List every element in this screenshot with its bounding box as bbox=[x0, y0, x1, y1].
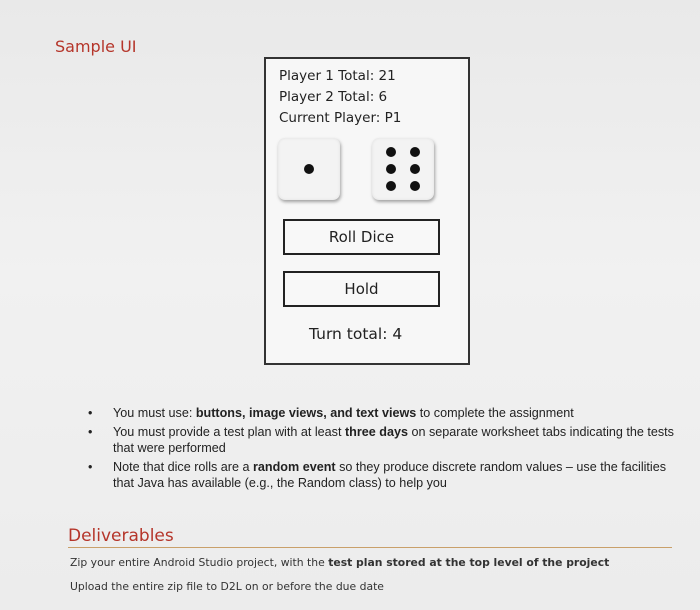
roll-dice-button[interactable]: Roll Dice bbox=[283, 219, 440, 255]
pip-icon bbox=[304, 164, 314, 174]
score-panel bbox=[279, 66, 401, 129]
bullet-icon: • bbox=[88, 459, 93, 474]
pip-icon bbox=[410, 181, 420, 191]
list-item: • You must provide a test plan with at least three days on separate worksheet tabs indicating the tests that were performed bbox=[88, 424, 674, 455]
pip-icon bbox=[386, 164, 396, 174]
sample-ui-heading: Sample UI bbox=[55, 37, 137, 56]
requirements-list bbox=[88, 405, 678, 494]
die-six-icon bbox=[372, 138, 434, 200]
deliverables-heading: Deliverables bbox=[68, 526, 174, 546]
pip-icon bbox=[386, 147, 396, 157]
list-item: • Note that dice rolls are a random event so they produce discrete random values – use the facilities that Java has available (e.g., the Random class) to help you bbox=[88, 459, 667, 490]
bullet-icon: • bbox=[88, 424, 93, 439]
player2-total: Player 2 Total: 6 bbox=[279, 89, 388, 105]
deliverable-line-zip: Zip your entire Android Studio project, with the test plan stored at the top level of the project bbox=[70, 556, 610, 569]
deliverable-line-upload: Upload the entire zip file to D2L on or before the due date bbox=[70, 580, 384, 593]
pip-icon bbox=[386, 181, 396, 191]
current-player: Current Player: P1 bbox=[279, 110, 402, 126]
hold-button[interactable]: Hold bbox=[283, 271, 440, 307]
pip-icon bbox=[410, 164, 420, 174]
turn-total-label: Turn total: 4 bbox=[309, 325, 403, 343]
heading-divider bbox=[68, 547, 672, 548]
die-one-icon bbox=[278, 138, 340, 200]
pip-icon bbox=[410, 147, 420, 157]
bullet-icon: • bbox=[88, 406, 93, 420]
list-item: • You must use: buttons, image views, and text views to complete the assignment bbox=[88, 406, 574, 420]
player1-total: Player 1 Total: 21 bbox=[279, 68, 396, 84]
